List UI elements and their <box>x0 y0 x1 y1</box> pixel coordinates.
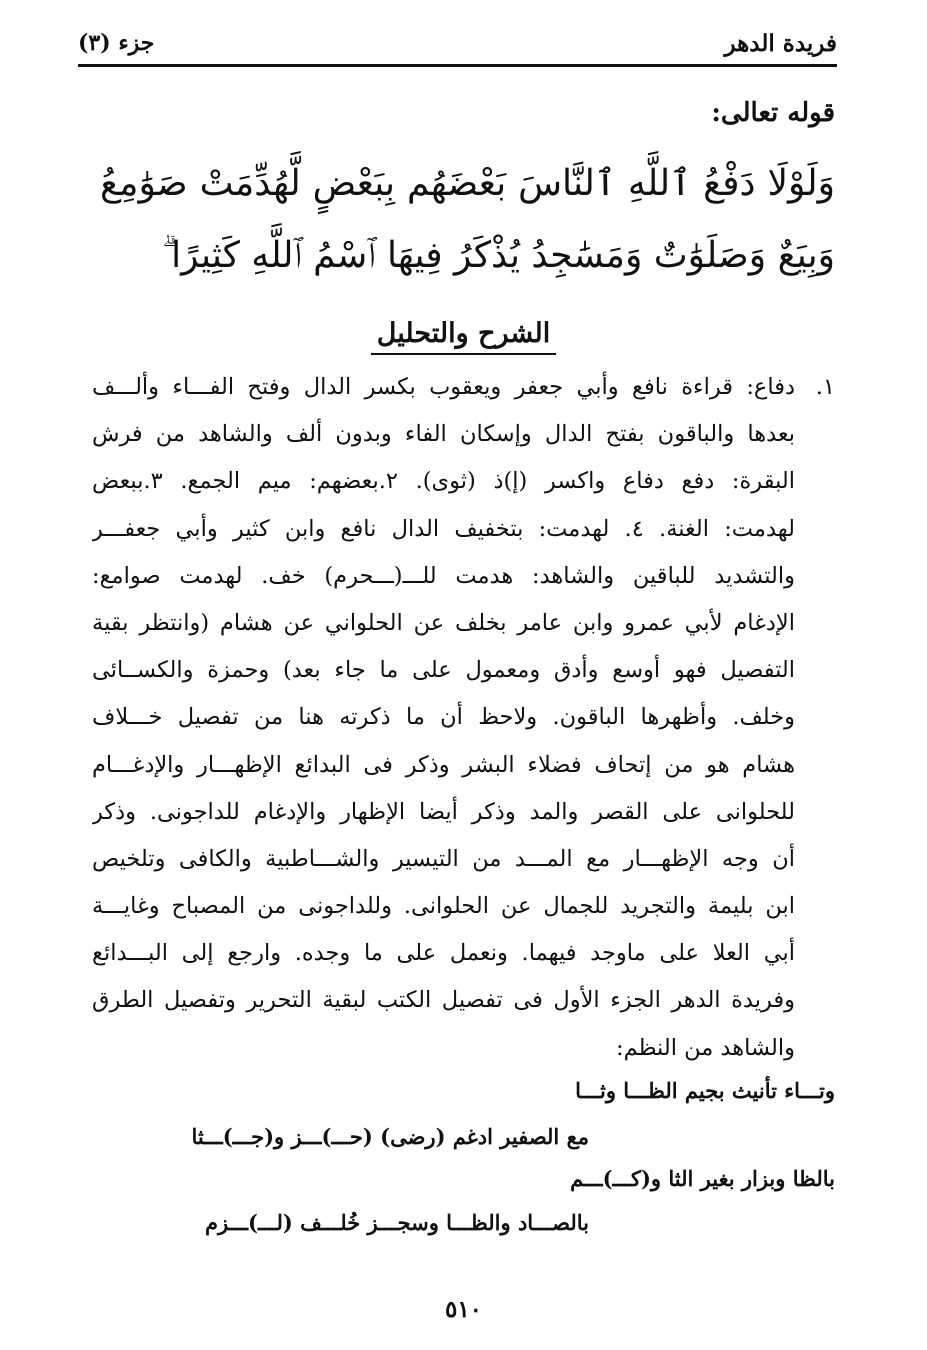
commentary-line: للحلوانى على القصر والمد وذكر أيضا الإظهار والإدغام للداجونى. وذكر <box>92 798 795 825</box>
commentary-line: ابن بليمة والتجريد للجمال عن الحلوانى. وللداجونى من المصباح وغايـــة <box>92 893 795 920</box>
commentary-line: أن وجه الإظهـــار مع المـــد من التيسير والشـــاطبية والكافى وتلخيص <box>92 845 795 872</box>
commentary-line: وفريدة الدهر الجزء الأول فى تفصيل الكتب لبقية التحرير وتفصيل الطرق <box>92 987 795 1014</box>
section-heading <box>0 318 927 355</box>
item-number: ١. <box>815 374 835 400</box>
running-header <box>78 28 837 67</box>
book-title: فريدة الدهر <box>724 30 837 57</box>
poem-verse-3: بالظا وبزار بغير الثا و(كـــ)ـــم <box>570 1166 835 1191</box>
section-heading-text: الشرح والتحليل <box>371 318 556 355</box>
commentary-line: لهدمت: الغنة. ٤. لهدمت: بتخفيف الدال نافع وابن كثير وأبي جعفـــر <box>92 515 795 542</box>
commentary-line: التفصيل فهو أوسع وأدق ومعمول على ما جاء بعد) وحمزة والكســائى <box>92 657 795 684</box>
intro-line: قوله تعالى: <box>711 98 835 128</box>
commentary-line: والتشديد للباقين والشاهد: هدمت للـــ(ـــحرم) خف. لهدمت صوامع: <box>92 562 795 589</box>
commentary-line: هشام هو من إتحاف فضلاء البشر وذكر فى البدائع الإظهـــار والإدغـــام <box>92 751 795 778</box>
commentary-line: دفاع: قراءة نافع وأبي جعفر ويعقوب بكسر الدال وفتح الفـــاء وألـــف <box>92 374 795 400</box>
commentary-line: وخلف. وأظهرها الباقون. ولاحظ أن ما ذكرته هنا من تفصيل خـــلاف <box>92 704 795 731</box>
page-number: ٥١٠ <box>444 1296 483 1323</box>
poem-verse-2: مع الصفير ادغم (رضى) (حـــ)ـــز و(جـــ)ـــثا <box>191 1124 589 1149</box>
commentary-paragraph <box>92 364 795 1072</box>
poem-verse-1: وتـــاء تأنيث بجيم الظـــا وثـــا <box>575 1078 835 1103</box>
commentary-line: أبي العلا على ماوجد فيهما. ونعمل على ما وجده. وارجع إلى البـــدائع <box>92 940 795 967</box>
verse-line-2: وَبِيَعٌ وَصَلَوَٰتٌ وَمَسَٰجِدُ يُذْكَرُ فِيهَا ٱسْمُ ٱللَّهِ كَثِيرًا ۗ <box>162 235 835 276</box>
poem-verse-4: بالصـــاد والظـــا وسجـــز خُلـــف (لـــ)ـــزم <box>205 1210 589 1235</box>
verse-line-1: وَلَوْلَا دَفْعُ ٱللَّهِ ٱلنَّاسَ بَعْضَهُم بِبَعْضٍ لَّهُدِّمَتْ صَوَٰمِعُ <box>100 163 835 204</box>
volume-label: جزء (٣) <box>78 30 155 56</box>
commentary-line: بعدها والباقون بفتح الدال وإسكان الفاء وبدون ألف والشاهد من فرش <box>92 421 795 448</box>
commentary-line: والشاهد من النظم: <box>616 1034 795 1061</box>
quranic-verse <box>100 148 835 292</box>
commentary-line: الإدغام لأبي عمرو وابن عامر بخلف عن الحلواني عن هشام (وانتظر بقية <box>92 609 795 636</box>
commentary-body <box>92 364 835 1072</box>
commentary-line: البقرة: دفع دفاع واكسر (إ)ذ (ثوى). ٢.بعضهم: ميم الجمع. ٣.ببعض <box>92 468 795 495</box>
